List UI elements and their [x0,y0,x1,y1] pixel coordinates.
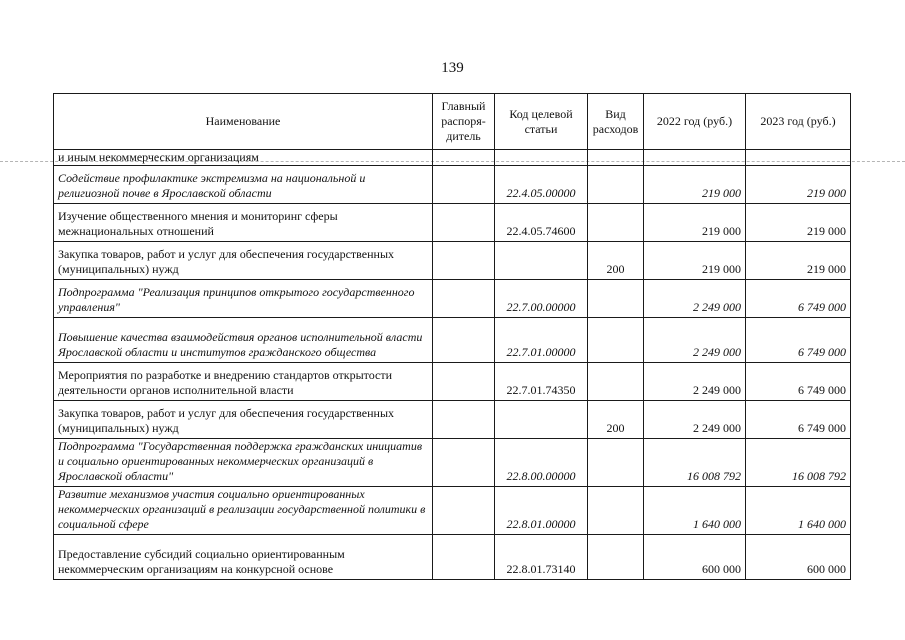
header-year-2022: 2022 год (руб.) [644,94,746,150]
row-kind [588,363,644,401]
row-kind [588,280,644,318]
row-admin [433,166,495,204]
row-admin [433,280,495,318]
row-code: 22.7.00.00000 [495,280,588,318]
row-name: Содействие профилактике экстремизма на национальной и религиозной почве в Ярославской области [54,166,433,204]
header-code: Код целевой статьи [495,94,588,150]
row-kind [588,487,644,535]
row-admin [433,401,495,439]
row-name: Подпрограмма "Государственная поддержка гражданских инициатив и социально ориентированных некоммерческих организаций в Ярославской области" [54,439,433,487]
row-amount-2023: 1 640 000 [746,487,851,535]
header-year-2023: 2023 год (руб.) [746,94,851,150]
row-name: Изучение общественного мнения и мониторинг сферы межнациональных отношений [54,204,433,242]
row-amount-2022: 2 249 000 [644,363,746,401]
row-code [495,150,588,166]
row-amount-2023: 6 749 000 [746,280,851,318]
row-admin [433,242,495,280]
row-code [495,401,588,439]
row-kind: 200 [588,242,644,280]
row-code: 22.4.05.74600 [495,204,588,242]
row-name: Повышение качества взаимодействия органов исполнительной власти Ярославской области и институтов гражданского общества [54,318,433,363]
row-name: Предоставление субсидий социально ориентированным некоммерческим организациям на конкурсной основе [54,535,433,580]
row-amount-2023: 6 749 000 [746,401,851,439]
row-code: 22.8.01.00000 [495,487,588,535]
table-row [54,401,851,439]
row-admin [433,363,495,401]
row-name: Закупка товаров, работ и услуг для обеспечения государственных (муниципальных) нужд [54,401,433,439]
page-number: 139 [441,60,464,76]
row-amount-2023: 219 000 [746,166,851,204]
row-amount-2022: 219 000 [644,204,746,242]
row-amount-2022: 600 000 [644,535,746,580]
row-amount-2022: 2 249 000 [644,280,746,318]
row-admin [433,204,495,242]
table-row [54,280,851,318]
row-amount-2023: 219 000 [746,242,851,280]
row-amount-2022: 2 249 000 [644,318,746,363]
row-amount-2022: 2 249 000 [644,401,746,439]
table-row [54,439,851,487]
row-admin [433,318,495,363]
row-kind: 200 [588,401,644,439]
row-kind [588,535,644,580]
row-amount-2023: 219 000 [746,204,851,242]
row-kind [588,166,644,204]
table-row [54,204,851,242]
row-kind [588,204,644,242]
row-amount-2023: 6 749 000 [746,318,851,363]
row-kind [588,318,644,363]
row-amount-2022: 219 000 [644,166,746,204]
row-amount-2022: 16 008 792 [644,439,746,487]
table-header-row [54,94,851,150]
row-amount-2023: 600 000 [746,535,851,580]
row-name: Мероприятия по разработке и внедрению стандартов открытости деятельности органов исполнительной власти [54,363,433,401]
row-name: Закупка товаров, работ и услуг для обеспечения государственных (муниципальных) нужд [54,242,433,280]
row-admin [433,535,495,580]
row-admin [433,439,495,487]
row-amount-2022: 1 640 000 [644,487,746,535]
row-kind [588,439,644,487]
row-admin [433,487,495,535]
table-row [54,242,851,280]
budget-table [53,93,851,580]
row-code: 22.7.01.74350 [495,363,588,401]
table-row [54,487,851,535]
table-row [54,150,851,166]
row-code: 22.8.00.00000 [495,439,588,487]
table-body [54,150,851,580]
row-amount-2022: 219 000 [644,242,746,280]
row-admin [433,150,495,166]
header-admin: Главный распоря-дитель [433,94,495,150]
header-kind: Вид расходов [588,94,644,150]
table-row [54,535,851,580]
row-name: Развитие механизмов участия социально ориентированных некоммерческих организаций в реализации государственной политики в социальной сфере [54,487,433,535]
row-code: 22.8.01.73140 [495,535,588,580]
row-code [495,242,588,280]
row-amount-2023: 6 749 000 [746,363,851,401]
header-name: Наименование [54,94,433,150]
table-row [54,166,851,204]
row-kind [588,150,644,166]
table-row [54,363,851,401]
row-code: 22.7.01.00000 [495,318,588,363]
row-name: и иным некоммерческим организациям [54,150,433,166]
row-amount-2023 [746,150,851,166]
row-amount-2023: 16 008 792 [746,439,851,487]
row-amount-2022 [644,150,746,166]
row-code: 22.4.05.00000 [495,166,588,204]
table-row [54,318,851,363]
row-name: Подпрограмма "Реализация принципов открытого государственного управления" [54,280,433,318]
